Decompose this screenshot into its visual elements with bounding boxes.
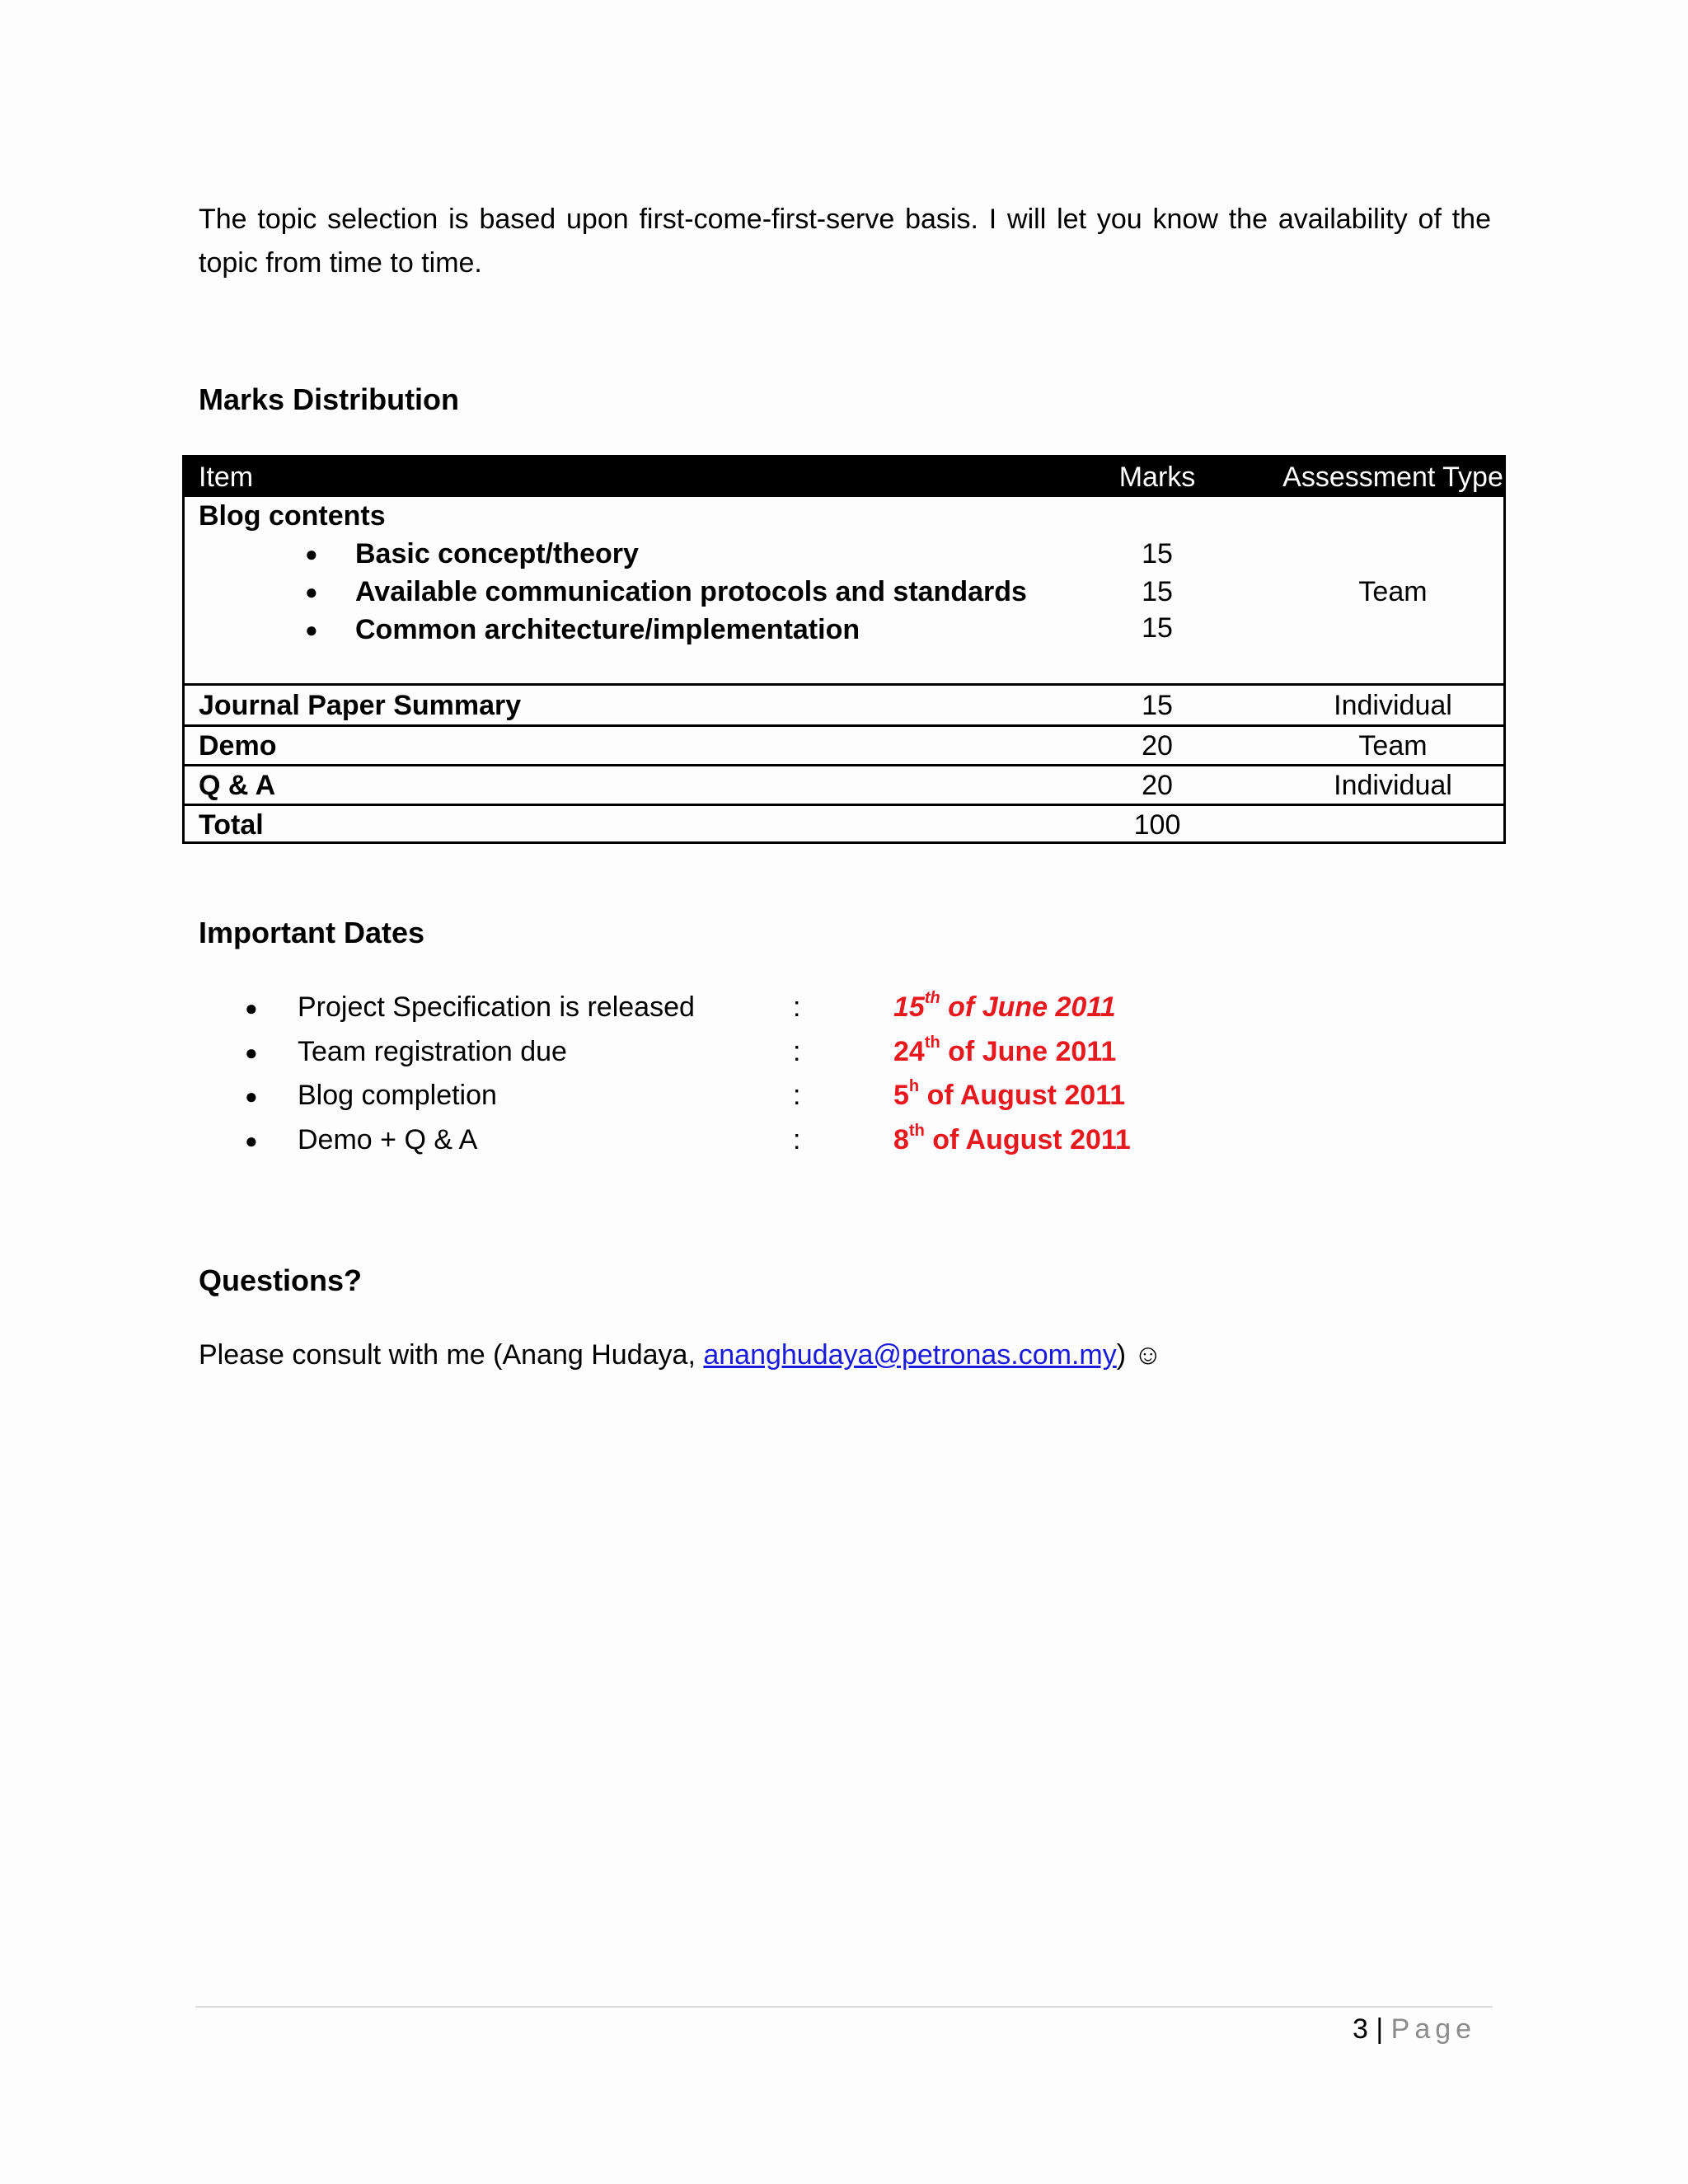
page-number: 3 [1353,2013,1368,2045]
email-link[interactable]: ananghudaya@petronas.com.my [703,1339,1117,1371]
bullet-icon: ● [305,579,318,604]
table-row-total-label: Total [199,809,264,841]
header-item: Item [199,462,254,493]
marks-distribution-heading: Marks Distribution [199,382,460,416]
date-suffix: h [908,1076,920,1095]
page-divider: | [1376,2013,1384,2045]
contact-suffix: ) [1116,1339,1134,1371]
date-label: Blog completion [298,1080,497,1111]
contact-prefix: Please consult with me (Anang Hudaya, [199,1339,704,1371]
table-row-marks: 20 [1142,730,1173,762]
intro-paragraph: The topic selection is based upon first-come-first-serve basis. I will let you know the availability of the topic from time to time. [199,204,1491,279]
table-divider [185,804,1503,806]
table-row-type: Team [1358,730,1428,762]
blog-contents-label: Blog contents [199,500,386,532]
date-separator: : [793,991,801,1023]
blog-assessment-type: Team [1358,576,1428,607]
bullet-icon: ● [305,617,318,642]
table-divider [185,724,1503,727]
date-separator: : [793,1080,801,1111]
date-value [893,1121,1131,1156]
blog-subitem: Common architecture/implementation [355,614,860,645]
table-row-item: Demo [199,730,277,762]
date-day: 24 [893,1036,925,1067]
bullet-icon: ● [245,996,258,1020]
bullet-icon: ● [245,1040,258,1065]
date-suffix: th [908,1121,925,1140]
page-footer [1353,2013,1476,2046]
table-row-total-marks: 100 [1133,809,1181,841]
table-divider [185,764,1503,766]
table-row-item: Journal Paper Summary [199,690,522,721]
blog-subitem-marks: 15 [1142,612,1173,644]
date-value [893,988,1116,1024]
date-value [893,1076,1126,1112]
date-day: 5 [893,1080,909,1111]
table-header-row [185,457,1503,497]
date-day: 8 [893,1124,909,1155]
table-row-marks: 20 [1142,770,1173,801]
date-separator: : [793,1036,801,1067]
header-marks: Marks [1118,462,1196,493]
blog-subitem-marks: 15 [1142,538,1173,569]
table-row-type: Individual [1334,770,1452,801]
date-rest: of August 2011 [924,1124,1131,1155]
table-row-marks: 15 [1142,690,1173,721]
date-suffix: th [924,988,940,1007]
date-suffix: th [924,1033,940,1052]
table-divider [185,683,1503,686]
date-value [893,1033,1117,1068]
date-label: Team registration due [298,1036,567,1067]
important-dates-heading: Important Dates [199,916,425,949]
date-label: Project Specification is released [298,991,695,1023]
contact-line [199,1339,1162,1371]
date-label: Demo + Q & A [298,1124,478,1155]
header-assessment-type: Assessment Type [1282,462,1503,493]
date-rest: of June 2011 [940,1036,1117,1067]
date-separator: : [793,1124,801,1155]
footer-divider [195,2006,1493,2008]
blog-subitem: Basic concept/theory [355,538,639,569]
date-rest: of June 2011 [940,991,1116,1023]
blog-subitem: Available communication protocols and standards [355,576,1027,607]
date-rest: of August 2011 [919,1080,1126,1111]
bullet-icon: ● [245,1084,258,1108]
questions-heading: Questions? [199,1263,363,1297]
blog-subitem-marks: 15 [1142,576,1173,607]
bullet-icon: ● [305,541,318,566]
date-day: 15 [893,991,925,1023]
table-row-item: Q & A [199,770,276,801]
bullet-icon: ● [245,1128,258,1153]
smiley-icon: ☺ [1133,1339,1163,1371]
table-row-type: Individual [1334,690,1452,721]
page-label: Page [1390,2013,1477,2045]
marks-table [182,455,1506,844]
